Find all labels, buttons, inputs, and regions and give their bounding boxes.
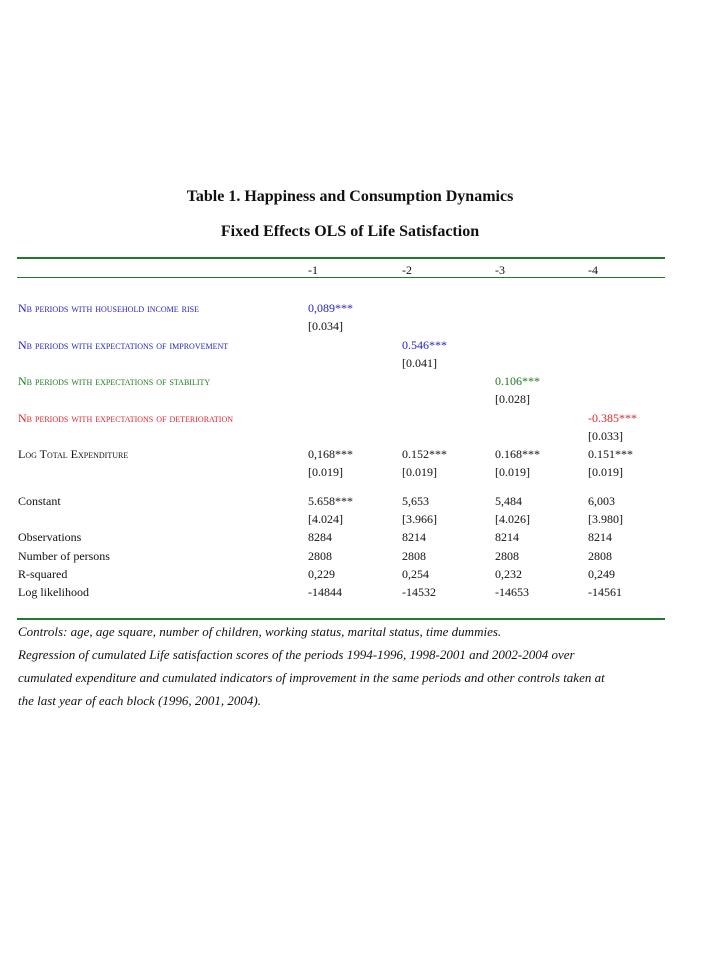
- regression-note-line-1: Regression of cumulated Life satisfaction scores of the periods 1994-1996, 1998-2001 and 2002-2004 over: [18, 647, 575, 662]
- controls-note: Controls: age, age square, number of children, working status, marital status, time dummies.: [18, 624, 502, 639]
- se-constant-1: [4.024]: [308, 512, 343, 526]
- value-observations-1: 8284: [308, 530, 332, 544]
- row-label-deterioration: Nb periods with expectations of deterioration: [18, 411, 234, 425]
- coef-constant-1: 5.658***: [308, 494, 353, 508]
- coef-log-expenditure-4: 0.151***: [588, 447, 633, 461]
- row-observations: [18, 530, 668, 548]
- table-subtitle: Fixed Effects OLS of Life Satisfaction: [220, 223, 480, 240]
- se-constant-4: [3.980]: [588, 512, 623, 526]
- se-log-expenditure-4: [0.019]: [588, 465, 623, 479]
- row-log-expenditure-se: [18, 465, 668, 483]
- row-constant: [18, 494, 668, 512]
- coef-log-expenditure-2: 0.152***: [402, 447, 447, 461]
- coef-constant-2: 5,653: [402, 494, 429, 508]
- se-log-expenditure-1: [0.019]: [308, 465, 343, 479]
- row-label-persons: Number of persons: [18, 549, 110, 563]
- row-income-rise: [18, 301, 668, 319]
- se-log-expenditure-2: [0.019]: [402, 465, 437, 479]
- row-label-stability: Nb periods with expectations of stability: [18, 374, 211, 388]
- se-stability: [0.028]: [495, 392, 530, 406]
- coef-constant-4: 6,003: [588, 494, 615, 508]
- se-constant-3: [4.026]: [495, 512, 530, 526]
- value-persons-4: 2808: [588, 549, 612, 563]
- row-improvement: [18, 338, 668, 356]
- se-improvement: [0.041]: [402, 356, 437, 370]
- value-persons-1: 2808: [308, 549, 332, 563]
- value-r-squared-2: 0,254: [402, 567, 429, 581]
- row-stability: [18, 374, 668, 392]
- se-log-expenditure-3: [0.019]: [495, 465, 530, 479]
- value-r-squared-3: 0,232: [495, 567, 522, 581]
- header-rule: [17, 277, 665, 278]
- row-label-constant: Constant: [18, 494, 61, 508]
- row-constant-se: [18, 512, 668, 530]
- table-title: Table 1. Happiness and Consumption Dynamics: [186, 188, 514, 205]
- column-header-4: -4: [588, 263, 598, 277]
- row-stability-se: [18, 392, 668, 410]
- value-r-squared-4: 0,249: [588, 567, 615, 581]
- row-label-log-likelihood: Log likelihood: [18, 585, 89, 599]
- value-observations-4: 8214: [588, 530, 612, 544]
- coef-log-expenditure-3: 0.168***: [495, 447, 540, 461]
- row-deterioration-se: [18, 429, 668, 447]
- row-deterioration: [18, 411, 668, 429]
- se-constant-2: [3.966]: [402, 512, 437, 526]
- value-observations-3: 8214: [495, 530, 519, 544]
- column-header-1: -1: [308, 263, 318, 277]
- row-income-rise-se: [18, 319, 668, 337]
- se-deterioration: [0.033]: [588, 429, 623, 443]
- column-header-2: -2: [402, 263, 412, 277]
- value-log-likelihood-4: -14561: [588, 585, 622, 599]
- value-observations-2: 8214: [402, 530, 426, 544]
- se-income-rise: [0.034]: [308, 319, 343, 333]
- column-header-3: -3: [495, 263, 505, 277]
- value-log-likelihood-1: -14844: [308, 585, 342, 599]
- row-r-squared: [18, 567, 668, 585]
- regression-note-line-3: the last year of each block (1996, 2001, 2004).: [18, 693, 261, 708]
- coef-constant-3: 5,484: [495, 494, 522, 508]
- row-label-r-squared: R-squared: [18, 567, 68, 581]
- row-label-log-expenditure: Log Total Expenditure: [18, 447, 129, 461]
- value-log-likelihood-2: -14532: [402, 585, 436, 599]
- value-log-likelihood-3: -14653: [495, 585, 529, 599]
- value-persons-3: 2808: [495, 549, 519, 563]
- row-label-income-rise: Nb periods with household income rise: [18, 301, 199, 315]
- regression-note-line-2: cumulated expenditure and cumulated indicators of improvement in the same periods and other controls taken at: [18, 670, 605, 685]
- top-rule: [17, 257, 665, 259]
- row-improvement-se: [18, 356, 668, 374]
- column-header-row: [18, 263, 668, 281]
- row-log-likelihood: [18, 585, 668, 603]
- coef-deterioration: -0.385***: [588, 411, 637, 425]
- value-r-squared-1: 0,229: [308, 567, 335, 581]
- value-persons-2: 2808: [402, 549, 426, 563]
- row-log-expenditure: [18, 447, 668, 465]
- row-persons: [18, 549, 668, 567]
- coef-stability: 0.106***: [495, 374, 540, 388]
- row-label-observations: Observations: [18, 530, 82, 544]
- coef-income-rise: 0,089***: [308, 301, 353, 315]
- coef-improvement: 0.546***: [402, 338, 447, 352]
- row-label-improvement: Nb periods with expectations of improvement: [18, 338, 229, 352]
- coef-log-expenditure-1: 0,168***: [308, 447, 353, 461]
